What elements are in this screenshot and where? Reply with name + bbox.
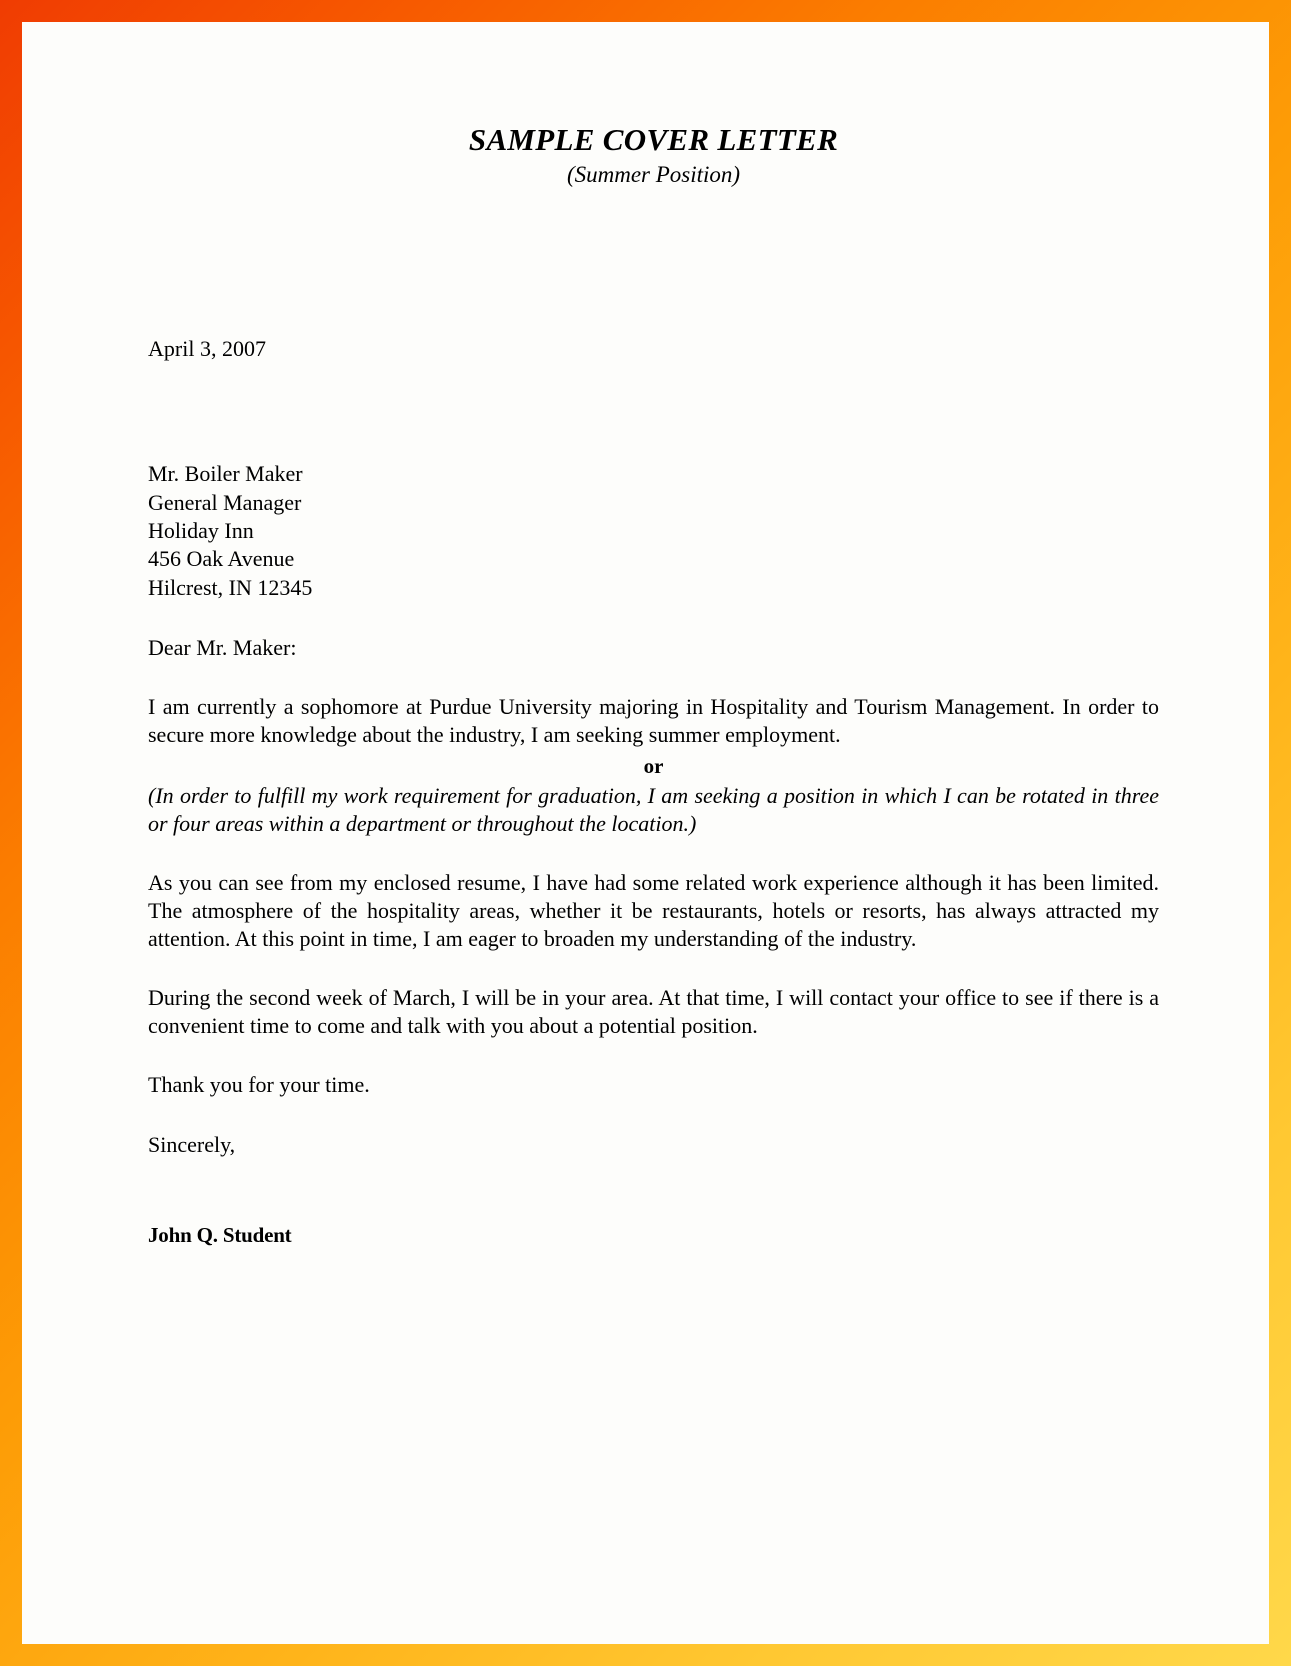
recipient-city-state-zip: Hilcrest, IN 12345 <box>148 574 313 600</box>
recipient-company: Holiday Inn <box>148 518 254 544</box>
or-divider: or <box>643 753 664 778</box>
body-paragraph-3: During the second week of March, I will be in your area. At that time, I will contact your office to see if there is a convenient time to come and talk with you about a potential position. <box>148 984 1159 1039</box>
body-paragraph-1: I am currently a sophomore at Purdue University majoring in Hospitality and Tourism Management. In order to secure more knowledge about the industry, I am seeking summer employment. <box>148 693 1159 748</box>
salutation: Dear Mr. Maker: <box>148 635 297 661</box>
recipient-address-block <box>148 460 1159 602</box>
page-title: SAMPLE COVER LETTER <box>468 122 839 157</box>
letter-date: April 3, 2007 <box>148 336 266 362</box>
thanks-line: Thank you for your time. <box>148 1072 370 1098</box>
recipient-street: 456 Oak Avenue <box>148 546 295 572</box>
letter-content <box>22 22 1269 1644</box>
closing-line: Sincerely, <box>148 1131 236 1157</box>
recipient-name: Mr. Boiler Maker <box>148 461 303 487</box>
signature-name: John Q. Student <box>148 1223 292 1248</box>
body-paragraph-2: As you can see from my enclosed resume, I have had some related work experience although it has been limited. The atmosphere of the hospitality areas, whether it be restaurants, hotels or resorts, has always attracted my attention. At this point in time, I am eager to broaden my understanding of the industry. <box>148 869 1159 952</box>
body-paragraph-alternate: (In order to fulfill my work requirement for graduation, I am seeking a position in which I can be rotated in three or four areas within a department or throughout the location.) <box>148 782 1159 837</box>
page-subtitle: (Summer Position) <box>566 161 741 187</box>
recipient-job-title: General Manager <box>148 489 302 515</box>
